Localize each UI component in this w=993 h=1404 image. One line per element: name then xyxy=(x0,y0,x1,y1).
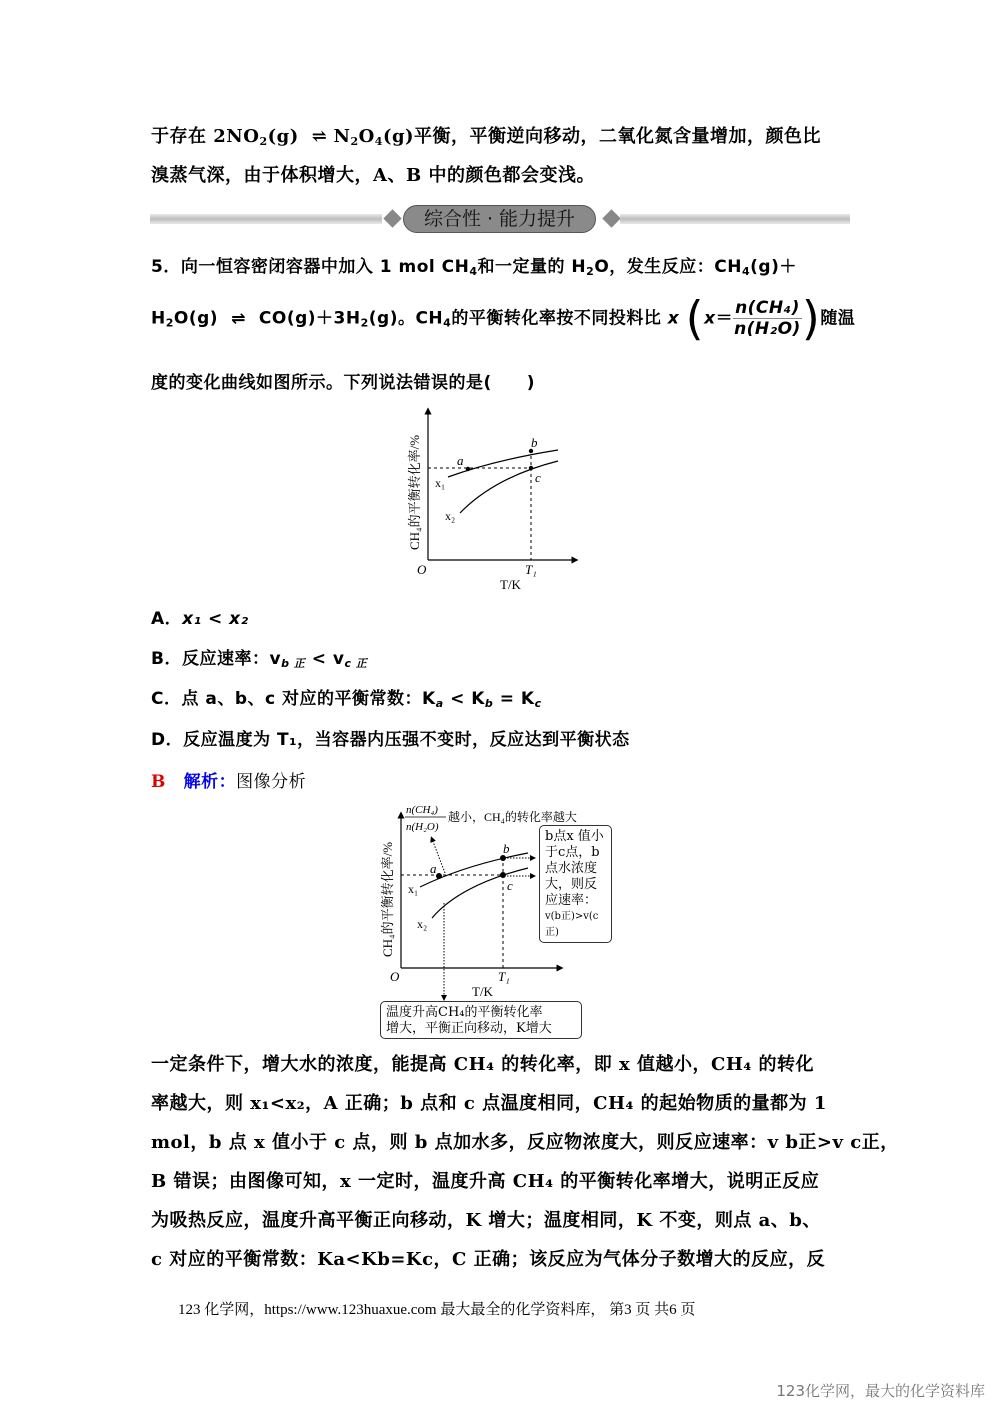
banner-label: 综合性 · 能力提升 xyxy=(403,205,596,233)
option-text: 反应速率：v xyxy=(181,649,282,669)
label-c: c xyxy=(535,470,541,485)
paren-close: ) xyxy=(801,291,821,346)
point-c xyxy=(500,872,506,878)
banner-bar-right xyxy=(620,214,850,224)
explanation-line: 为吸热反应，温度升高平衡正向移动，K 增大；温度相同，K 不变，则点 a、b、 xyxy=(151,1210,821,1231)
top-note: 越小，CH₄的转化率越大 xyxy=(448,810,577,824)
prev-text-line-2: 溴蒸气深，由于体积增大，A、B 中的颜色都会变浅。 xyxy=(151,165,595,186)
option-key: C． xyxy=(151,689,182,709)
right-note-box xyxy=(539,825,612,943)
text: 和一定量的 H xyxy=(477,257,587,277)
diamond-icon xyxy=(383,209,401,227)
note-line: v(b正)>v(c正) xyxy=(545,911,599,938)
explanation-line: 率越大，则 x₁<x₂，A 正确；b 点和 c 点温度相同，CH₄ 的起始物质的量都为 1 xyxy=(151,1093,827,1114)
text: 向一恒容密闭容器中加入 1 mol CH xyxy=(180,257,470,277)
t1-label: T₁ xyxy=(525,562,537,577)
option-a[interactable] xyxy=(151,604,249,629)
answer-letter: B xyxy=(151,772,166,792)
explanation-line: c 对应的平衡常数：Ka<Kb=Kc，C 正确；该反应为气体分子数增大的反应，反 xyxy=(151,1249,826,1270)
option-text: < v xyxy=(305,649,345,669)
origin-label: O xyxy=(417,562,427,577)
origin-label: O xyxy=(390,969,400,984)
banner-bar-left xyxy=(150,214,382,224)
explanation-line: mol，b 点 x 值小于 c 点，则 b 点加水多，反应物浓度大，则反应速率：v b正>v c正， xyxy=(151,1132,899,1153)
option-key: A． xyxy=(151,609,183,629)
figure-1 xyxy=(395,405,580,595)
analysis-text: 图像分析 xyxy=(236,772,307,792)
subscript: b 正 xyxy=(281,657,306,670)
text: (g) xyxy=(267,126,306,147)
note-line: 增大，平衡正向移动，K增大 xyxy=(386,1021,552,1036)
bottom-note-box xyxy=(380,1001,582,1039)
option-key: D． xyxy=(151,730,184,750)
option-text: 点 a、b、c 对应的平衡常数：K xyxy=(181,689,436,709)
page-footer: 123 化学网，https://www.123huaxue.com 最大最全的化学资料库， 第3 页 共6 页 xyxy=(178,1302,696,1318)
label-x2: x₂ xyxy=(417,917,428,931)
text: (g)平衡，平衡逆向移动，二氧化氮含量增加，颜色比 xyxy=(382,126,822,147)
y-axis-label: CH₄的平衡转化率/% xyxy=(407,434,422,550)
variable-x: x xyxy=(704,308,716,329)
explanation-line: B 错误；由图像可知，x 一定时，温度升高 CH₄ 的平衡转化率增大，说明正反应 xyxy=(151,1171,820,1192)
text: O，发生反应：CH xyxy=(594,257,742,277)
fraction-denominator: n(H₂O) xyxy=(406,821,439,833)
prev-text-line-1: 于存在 $2NO_2(g)$ ⇌ $N_2O_4(g)$平衡，平衡逆向移动，二氧化氮含量增加，颜色比 xyxy=(151,126,822,148)
option-key: B． xyxy=(151,649,182,669)
explanation-line: 一定条件下，增大水的浓度，能提高 CH₄ 的转化率，即 x 值越小，CH₄ 的转化 xyxy=(151,1054,814,1075)
figure-2 xyxy=(370,795,620,1040)
text: N xyxy=(333,126,351,147)
text: (g)＋ xyxy=(750,257,797,277)
option-text: = K xyxy=(493,689,535,709)
note-line: b点x 值小 xyxy=(545,829,604,844)
note-line: 点水浓度 xyxy=(545,861,598,876)
question-number: 5． xyxy=(151,257,181,277)
label-b: b xyxy=(503,841,510,856)
point-c xyxy=(529,466,533,470)
x-axis-label: T/K xyxy=(472,984,493,999)
text: H xyxy=(151,308,166,329)
fraction-denominator: n(H₂O) xyxy=(734,319,801,339)
ratio-fraction xyxy=(733,298,802,339)
option-text: 反应温度为 T₁，当容器内压强不变时，反应达到平衡状态 xyxy=(183,730,630,750)
point-a xyxy=(466,467,470,471)
text: CO(g)＋3H xyxy=(252,308,361,329)
watermark: 123化学网，最大的化学资料库 xyxy=(776,1382,985,1400)
label-a: a xyxy=(457,453,464,468)
option-text: x₁ < x₂ xyxy=(182,609,249,629)
option-text: < K xyxy=(443,689,485,709)
subscript: b xyxy=(484,697,494,710)
text: 于存在 2NO xyxy=(151,126,260,147)
subscript: c xyxy=(534,697,542,710)
question-line-3: 度的变化曲线如图所示。下列说法错误的是( ) xyxy=(151,373,536,393)
point-a xyxy=(436,873,442,879)
text: 随温 xyxy=(820,308,856,329)
note-line: 大，则反 xyxy=(545,877,598,892)
label-x2: x₂ xyxy=(445,509,456,523)
curve-x1 xyxy=(448,450,558,477)
text: 的平衡转化率按不同投料比 xyxy=(451,308,668,329)
equilibrium-arrow-icon: ⇌ xyxy=(231,308,246,329)
note-line: 温度升高CH₄的平衡转化率 xyxy=(386,1005,543,1020)
paren-open: ( xyxy=(685,291,705,346)
text: O(g) xyxy=(173,308,225,329)
label-a: a xyxy=(430,861,437,876)
y-axis-label: CH₄的平衡转化率/% xyxy=(380,841,395,957)
subscript: c 正 xyxy=(344,657,368,670)
variable-x: x xyxy=(667,308,680,329)
fraction-numerator: n(CH₄) xyxy=(735,298,800,318)
note-line: 于c点，b xyxy=(545,845,600,860)
question-line-2: $H_2O(g)$ ⇌ $CO(g)+3H_2(g)$。$CH_4$的平衡转化率按不同投料比 x (x＝ $\frac{\text{n(CH₄)}}{\text{n(H₂O)}}$ )随温 xyxy=(151,291,856,346)
option-b[interactable] xyxy=(151,644,367,671)
fraction-numerator: n(CH₄) xyxy=(406,804,438,816)
option-d[interactable] xyxy=(151,725,630,750)
x-axis-label: T/K xyxy=(500,577,521,592)
diamond-icon xyxy=(602,209,620,227)
question-line-1: 5．向一恒容密闭容器中加入 1 mol $CH_4$和一定量的 $H_2O$，发生反应：$CH_4(g)+$ xyxy=(151,257,797,278)
equilibrium-arrow-icon: ⇌ xyxy=(311,126,328,147)
section-banner xyxy=(150,205,850,233)
text: (g)。CH xyxy=(368,308,444,329)
t1-label: T₁ xyxy=(498,969,510,984)
analysis-label: 解析： xyxy=(183,772,237,792)
option-c[interactable] xyxy=(151,684,542,710)
label-c: c xyxy=(507,878,513,893)
label-b: b xyxy=(531,435,538,450)
answer-line xyxy=(151,767,306,792)
note-line: 应速率： xyxy=(545,893,598,908)
text: O xyxy=(358,126,375,147)
label-x1: x₁ xyxy=(435,476,446,490)
subscript: a xyxy=(435,697,444,710)
label-x1: x₁ xyxy=(408,882,419,896)
